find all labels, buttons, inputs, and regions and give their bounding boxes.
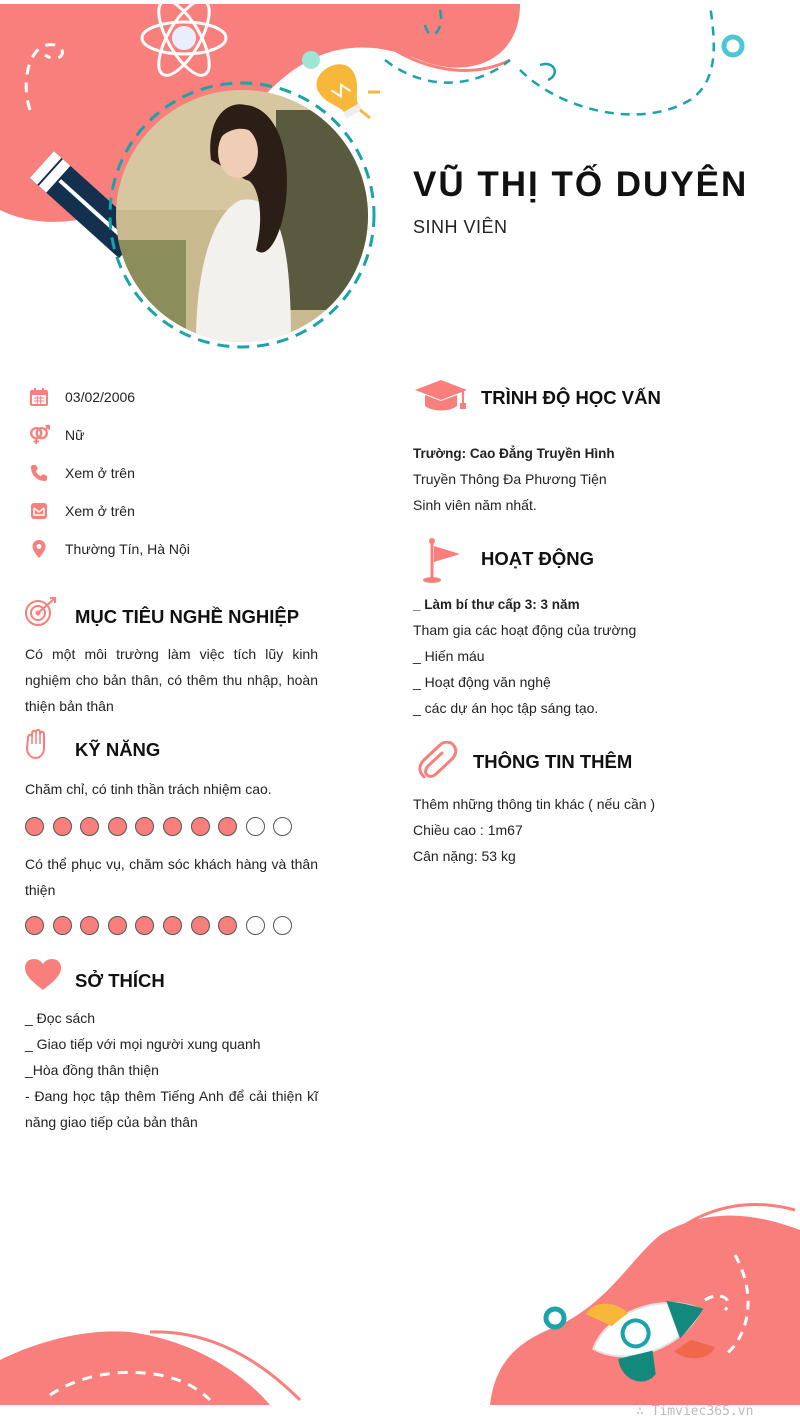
rating-dot-filled xyxy=(108,817,127,836)
gender-icon xyxy=(28,424,50,446)
skill-text-1: Chăm chỉ, có tinh thần trách nhiệm cao. xyxy=(25,781,272,797)
contact-text: Xem ở trên xyxy=(65,465,135,481)
education-line: Truyền Thông Đa Phương Tiện xyxy=(413,471,607,487)
hobbies-title: SỞ THÍCH xyxy=(75,970,165,991)
graduation-cap-icon xyxy=(413,378,469,414)
phone-icon xyxy=(28,462,50,484)
candidate-name: VŨ THỊ TỐ DUYÊN xyxy=(413,165,749,204)
contact-gender xyxy=(28,423,85,447)
rating-dot-filled xyxy=(25,916,44,935)
extra-line: Cân nặng: 53 kg xyxy=(413,848,516,864)
rating-dot-filled xyxy=(218,916,237,935)
watermark: ∴ Timviec365.vn xyxy=(636,1404,754,1419)
contact-address xyxy=(28,537,190,561)
rating-dot-empty xyxy=(246,916,265,935)
rating-dot-filled xyxy=(80,916,99,935)
paperclip-icon xyxy=(416,741,458,781)
hobby-line: - Đang học tập thêm Tiếng Anh để cải thiện kĩ năng giao tiếp của bản thân xyxy=(25,1088,318,1130)
flag-icon xyxy=(420,538,464,584)
calendar-icon xyxy=(28,386,50,408)
rating-dot-empty xyxy=(273,916,292,935)
hobby-line: _ Đọc sách xyxy=(25,1010,96,1026)
activity-line: _ Hoạt động văn nghệ xyxy=(413,674,551,690)
rating-dot-filled xyxy=(53,916,72,935)
rating-dot-filled xyxy=(163,916,182,935)
activity-line: Tham gia các hoạt động của trường xyxy=(413,622,637,638)
rating-dot-empty xyxy=(273,817,292,836)
rating-dot-filled xyxy=(53,817,72,836)
activities-title: HOẠT ĐỘNG xyxy=(481,548,595,569)
hobby-line: _Hòa đồng thân thiện xyxy=(25,1062,159,1078)
contact-text: 03/02/2006 xyxy=(65,389,136,405)
location-icon xyxy=(28,538,50,560)
target-icon xyxy=(24,596,58,628)
profile-photo xyxy=(116,90,368,342)
rating-dot-filled xyxy=(135,817,154,836)
education-title: TRÌNH ĐỘ HỌC VẤN xyxy=(481,387,661,408)
rating-dot-filled xyxy=(25,817,44,836)
skills-title: KỸ NĂNG xyxy=(75,739,161,760)
rating-dot-filled xyxy=(191,916,210,935)
rating-dot-filled xyxy=(80,817,99,836)
mail-icon xyxy=(28,500,50,522)
rating-dot-filled xyxy=(218,817,237,836)
candidate-role: SINH VIÊN xyxy=(413,217,508,237)
contact-text: Nữ xyxy=(65,427,85,443)
activities-heading: _ Làm bí thư cấp 3: 3 năm xyxy=(413,597,580,612)
rating-dot-empty xyxy=(246,817,265,836)
rating-dot-filled xyxy=(135,916,154,935)
extra-line: Chiều cao : 1m67 xyxy=(413,822,523,838)
rating-dot-filled xyxy=(163,817,182,836)
extra-line: Thêm những thông tin khác ( nếu cần ) xyxy=(413,796,656,812)
activity-line: _ các dự án học tập sáng tạo. xyxy=(413,700,599,716)
education-line: Sinh viên năm nhất. xyxy=(413,497,537,513)
contact-text: Xem ở trên xyxy=(65,503,135,519)
hobby-line: _ Giao tiếp với mọi người xung quanh xyxy=(25,1036,261,1052)
contact-phone xyxy=(28,461,135,485)
contact-birthdate xyxy=(28,385,136,409)
rating-dot-filled xyxy=(191,817,210,836)
contact-text: Thường Tín, Hà Nội xyxy=(65,541,190,557)
contact-email xyxy=(28,499,135,523)
skill-rating-1 xyxy=(25,817,292,836)
education-school: Trường: Cao Đẳng Truyền Hình xyxy=(413,446,615,461)
heart-icon xyxy=(24,958,62,992)
hand-fist-icon xyxy=(24,728,48,760)
lightbulb-icon xyxy=(310,58,371,124)
extra-title: THÔNG TIN THÊM xyxy=(473,751,633,772)
rating-dot-filled xyxy=(108,916,127,935)
objective-text: Có một môi trường làm việc tích lũy kinh nghiệm cho bản thân, có thêm thu nhập, hoàn thiện bản thân xyxy=(25,646,318,714)
objective-title: MỤC TIÊU NGHỀ NGHIỆP xyxy=(75,606,300,627)
activity-line: _ Hiến máu xyxy=(413,648,485,664)
skill-rating-2 xyxy=(25,916,292,935)
skill-text-2: Có thể phục vụ, chăm sóc khách hàng và thân thiện xyxy=(25,856,318,898)
